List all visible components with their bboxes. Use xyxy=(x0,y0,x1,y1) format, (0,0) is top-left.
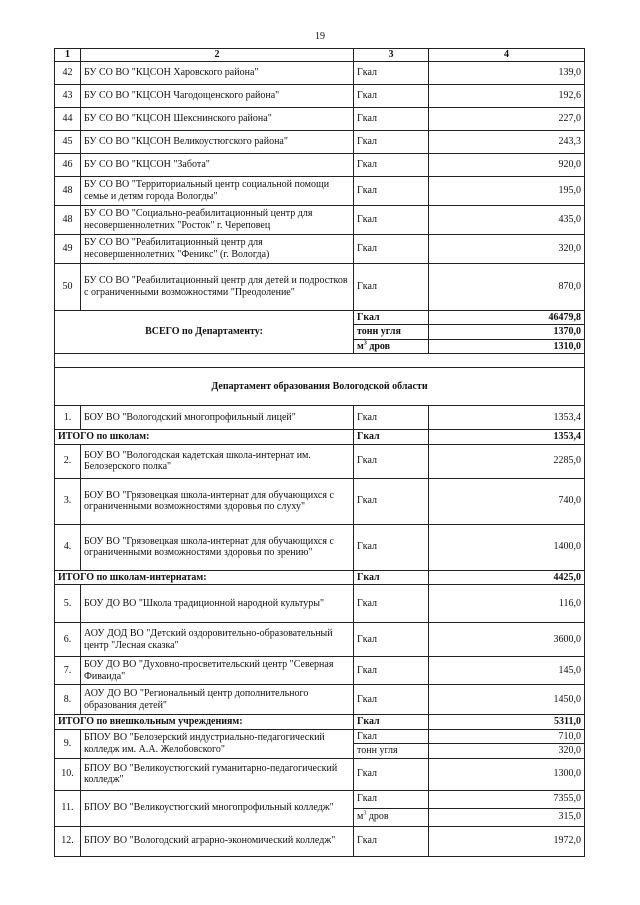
row-number: 2. xyxy=(55,444,81,478)
row-number: 50 xyxy=(55,263,81,310)
value: 2285,0 xyxy=(429,444,585,478)
unit: $м^3$ дров xyxy=(354,808,429,826)
table-row xyxy=(55,478,585,524)
table-row xyxy=(55,61,585,84)
row-number: 46 xyxy=(55,153,81,176)
schools-total-row xyxy=(55,430,585,445)
value: 7355,0 xyxy=(429,790,585,808)
row-number: 1. xyxy=(55,406,81,430)
unit: Гкал xyxy=(354,524,429,570)
department-title: Департамент образования Вологодской области xyxy=(55,368,585,406)
table-row xyxy=(55,444,585,478)
table-row xyxy=(55,406,585,430)
table-row xyxy=(55,729,585,744)
page-number: 19 xyxy=(315,31,325,42)
schools-total-label: ИТОГО по школам: xyxy=(55,430,354,445)
institution-name: АОУ ДОД ВО "Детский оздоровительно-образовательный центр "Лесная сказка" xyxy=(81,623,354,657)
spacer-row xyxy=(55,354,585,368)
table-row xyxy=(55,107,585,130)
value: 243,3 xyxy=(429,130,585,153)
value: 227,0 xyxy=(429,107,585,130)
institution-name: БУ СО ВО "КЦСОН Шекснинского района" xyxy=(81,107,354,130)
unit: Гкал xyxy=(354,176,429,205)
table-row xyxy=(55,790,585,808)
unit: Гкал xyxy=(354,406,429,430)
institution-name: БОУ ВО "Вологодский многопрофильный лицей" xyxy=(81,406,354,430)
unit: Гкал xyxy=(354,758,429,790)
unit: Гкал xyxy=(354,826,429,856)
institution-name: АОУ ДО ВО "Региональный центр дополнительного образования детей" xyxy=(81,685,354,715)
unit: Гкал xyxy=(354,585,429,623)
row-number: 45 xyxy=(55,130,81,153)
value: 195,0 xyxy=(429,176,585,205)
unit: Гкал xyxy=(354,478,429,524)
institution-name: БОУ ВО "Грязовецкая школа-интернат для обучающихся с ограниченными возможностями здоровья по зрению" xyxy=(81,524,354,570)
value: 1353,4 xyxy=(429,430,585,445)
row-number: 44 xyxy=(55,107,81,130)
unit: Гкал xyxy=(354,84,429,107)
row-number: 6. xyxy=(55,623,81,657)
header-col-1: 1 xyxy=(55,49,81,62)
row-number: 43 xyxy=(55,84,81,107)
table-row xyxy=(55,153,585,176)
value: 435,0 xyxy=(429,205,585,234)
value: 1450,0 xyxy=(429,685,585,715)
institution-name: БУ СО ВО "Реабилитационный центр для несовершеннолетних "Феникс" (г. Вологда) xyxy=(81,234,354,263)
institution-name: БУ СО ВО "КЦСОН Великоустюгского района" xyxy=(81,130,354,153)
value: 870,0 xyxy=(429,263,585,310)
department-heading-row xyxy=(55,368,585,406)
value: 4425,0 xyxy=(429,570,585,585)
unit: Гкал xyxy=(354,430,429,445)
value: 1400,0 xyxy=(429,524,585,570)
unit: Гкал xyxy=(354,570,429,585)
unit: Гкал xyxy=(354,130,429,153)
unit: Гкал xyxy=(354,444,429,478)
value: 920,0 xyxy=(429,153,585,176)
boarding-total-row xyxy=(55,570,585,585)
header-col-3: 3 xyxy=(354,49,429,62)
unit: Гкал xyxy=(354,310,429,325)
row-number: 42 xyxy=(55,61,81,84)
value: 710,0 xyxy=(429,729,585,744)
unit: Гкал xyxy=(354,61,429,84)
table-row xyxy=(55,205,585,234)
value: 192,6 xyxy=(429,84,585,107)
value: 320,0 xyxy=(429,234,585,263)
row-number: 48 xyxy=(55,176,81,205)
institution-name: БУ СО ВО "КЦСОН Харовского района" xyxy=(81,61,354,84)
row-number: 49 xyxy=(55,234,81,263)
table-row xyxy=(55,826,585,856)
table-row xyxy=(55,623,585,657)
unit: Гкал xyxy=(354,153,429,176)
institution-name: БОУ ВО "Вологодская кадетская школа-интернат им. Белозерского полка" xyxy=(81,444,354,478)
department-total-row xyxy=(55,310,585,325)
value: 1300,0 xyxy=(429,758,585,790)
institution-name: БПОУ ВО "Великоустюгский многопрофильный колледж" xyxy=(81,790,354,826)
institution-name: БОУ ДО ВО "Духовно-просветительский центр "Северная Фиваида" xyxy=(81,657,354,685)
institution-name: БУ СО ВО "Территориальный центр социальной помощи семье и детям города Вологды" xyxy=(81,176,354,205)
institution-name: БПОУ ВО "Великоустюгский гуманитарно-педагогический колледж" xyxy=(81,758,354,790)
department-total-label: ВСЕГО по Департаменту: xyxy=(55,310,354,354)
table-row xyxy=(55,685,585,715)
unit: Гкал xyxy=(354,107,429,130)
boarding-total-label: ИТОГО по школам-интернатам: xyxy=(55,570,354,585)
table-row xyxy=(55,84,585,107)
unit: Гкал xyxy=(354,790,429,808)
table-row xyxy=(55,585,585,623)
table-header-row xyxy=(55,49,585,62)
energy-consumption-table xyxy=(54,48,585,857)
external-total-label: ИТОГО по внешкольным учреждениям: xyxy=(55,715,354,730)
value: 1370,0 xyxy=(429,325,585,340)
unit: Гкал xyxy=(354,729,429,744)
unit: тонн угля xyxy=(354,744,429,759)
unit: Гкал xyxy=(354,657,429,685)
value: 116,0 xyxy=(429,585,585,623)
table-row xyxy=(55,758,585,790)
table-row xyxy=(55,234,585,263)
institution-name: БУ СО ВО "Социально-реабилитационный центр для несовершеннолетних "Росток" г. Череповец xyxy=(81,205,354,234)
institution-name: БПОУ ВО "Вологодский аграрно-экономический колледж" xyxy=(81,826,354,856)
institution-name: БУ СО ВО "Реабилитационный центр для детей и подростков с ограниченными возможностями "Преодоление" xyxy=(81,263,354,310)
unit: $м^3$ дров xyxy=(354,339,429,354)
unit: Гкал xyxy=(354,715,429,730)
external-total-row xyxy=(55,715,585,730)
table-row xyxy=(55,130,585,153)
table-row xyxy=(55,657,585,685)
row-number: 12. xyxy=(55,826,81,856)
unit: Гкал xyxy=(354,685,429,715)
value: 145,0 xyxy=(429,657,585,685)
institution-name: БОУ ДО ВО "Школа традиционной народной культуры" xyxy=(81,585,354,623)
institution-name: БПОУ ВО "Белозерский индустриально-педагогический колледж им. А.А. Желобовского" xyxy=(81,729,354,758)
row-number: 3. xyxy=(55,478,81,524)
value: 139,0 xyxy=(429,61,585,84)
institution-name: БОУ ВО "Грязовецкая школа-интернат для обучающихся с ограниченными возможностями здоровья по слуху" xyxy=(81,478,354,524)
row-number: 7. xyxy=(55,657,81,685)
value: 740,0 xyxy=(429,478,585,524)
header-col-2: 2 xyxy=(81,49,354,62)
unit: Гкал xyxy=(354,263,429,310)
value: 1310,0 xyxy=(429,339,585,354)
institution-name: БУ СО ВО "КЦСОН Чагодощенского района" xyxy=(81,84,354,107)
row-number: 10. xyxy=(55,758,81,790)
row-number: 48 xyxy=(55,205,81,234)
institution-name: БУ СО ВО "КЦСОН "Забота" xyxy=(81,153,354,176)
table-row xyxy=(55,263,585,310)
table-row xyxy=(55,524,585,570)
value: 320,0 xyxy=(429,744,585,759)
value: 5311,0 xyxy=(429,715,585,730)
row-number: 5. xyxy=(55,585,81,623)
unit: Гкал xyxy=(354,234,429,263)
unit: Гкал xyxy=(354,205,429,234)
value: 1972,0 xyxy=(429,826,585,856)
row-number: 11. xyxy=(55,790,81,826)
unit: Гкал xyxy=(354,623,429,657)
table-row xyxy=(55,176,585,205)
row-number: 8. xyxy=(55,685,81,715)
row-number: 9. xyxy=(55,729,81,758)
value: 3600,0 xyxy=(429,623,585,657)
value: 46479,8 xyxy=(429,310,585,325)
value: 1353,4 xyxy=(429,406,585,430)
header-col-4: 4 xyxy=(429,49,585,62)
unit: тонн угля xyxy=(354,325,429,340)
value: 315,0 xyxy=(429,808,585,826)
row-number: 4. xyxy=(55,524,81,570)
